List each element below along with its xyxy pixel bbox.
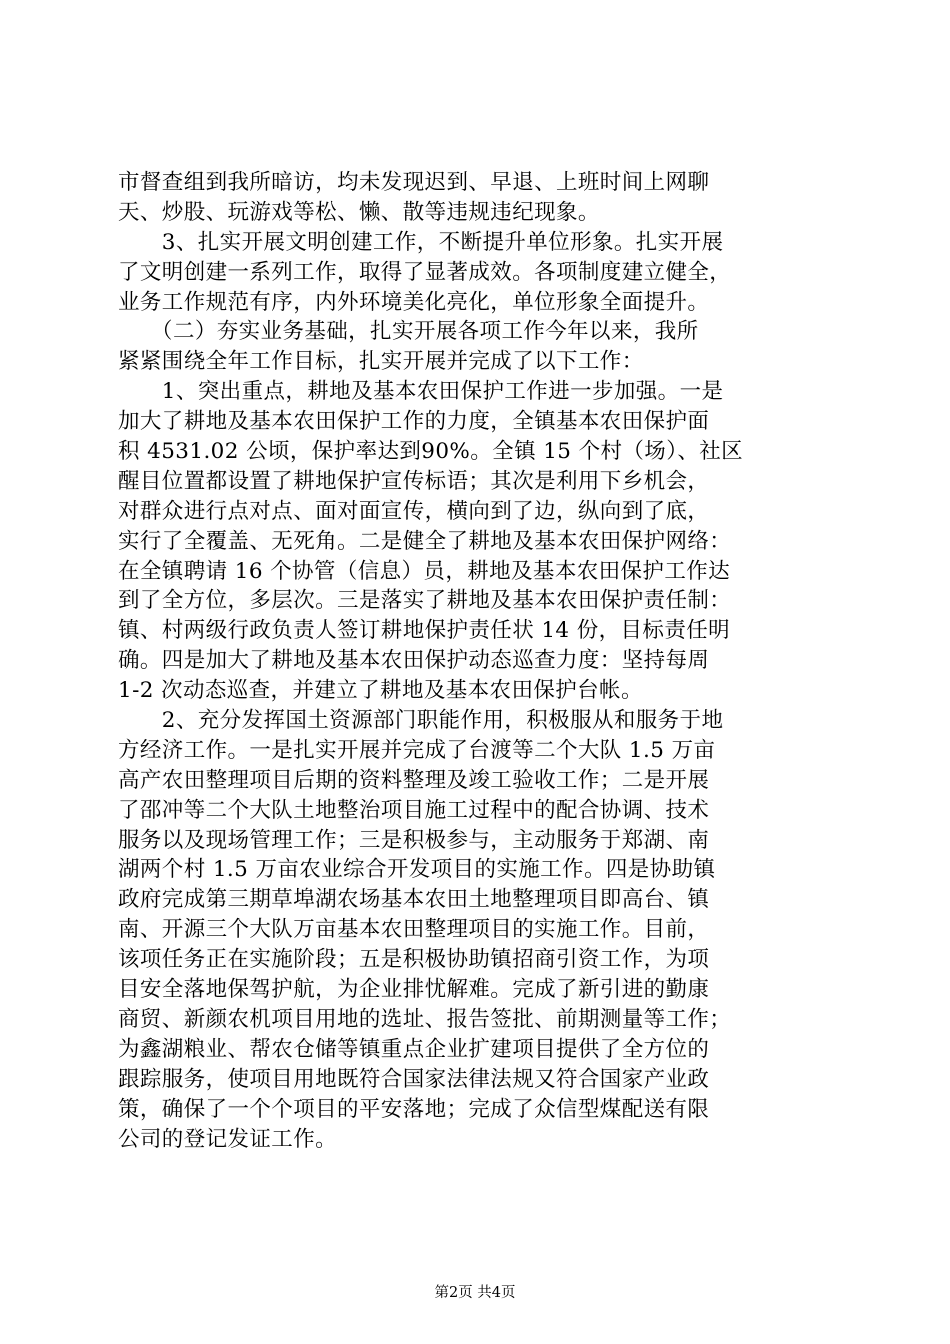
text-line: 市督查组到我所暗访，均未发现迟到、早退、上班时间上网聊 (118, 170, 710, 195)
text-line: 该项任务正在实施阶段；五是积极协助镇招商引资工作，为项 (118, 947, 710, 973)
text-line: 镇、村两级行政负责人签订耕地保护责任状 14 份，目标责任明 (118, 618, 731, 644)
text-line: 策，确保了一个个项目的平安落地；完成了众信型煤配送有限 (118, 1096, 710, 1122)
text-line: 到了全方位，多层次。三是落实了耕地及基本农田保护责任制： (118, 588, 732, 614)
text-line: 方经济工作。一是扎实开展并完成了台渡等二个大队 1.5 万亩 (118, 737, 716, 763)
text-line: 服务以及现场管理工作；三是积极参与，主动服务于郑湖、南 (118, 827, 710, 853)
text-line: 1-2 次动态巡查，并建立了耕地及基本农田保护台帐。 (118, 678, 643, 704)
text-line: 在全镇聘请 16 个协管（信息）员，耕地及基本农田保护工作达 (118, 558, 731, 584)
text-line: 天、炒股、玩游戏等松、懒、散等违规违纪现象。 (118, 199, 600, 225)
text-line: 湖两个村 1.5 万亩农业综合开发项目的实施工作。四是协助镇 (118, 857, 716, 883)
page-footer: 第2页 共4页 (434, 1285, 516, 1301)
text-line: 1、突出重点，耕地及基本农田保护工作进一步加强。一是 (118, 379, 724, 405)
document-body (118, 168, 840, 1154)
text-line: 南、开源三个大队万亩基本农田整理项目的实施工作。目前， (118, 917, 710, 943)
text-line: 3、扎实开展文明创建工作，不断提升单位形象。扎实开展 (118, 229, 724, 255)
text-line: 目安全落地保驾护航，为企业排忧解难。完成了新引进的勤康 (118, 977, 710, 1003)
text-line: 2、充分发挥国土资源部门职能作用，积极服从和服务于地 (118, 708, 724, 734)
text-line: 了文明创建一系列工作，取得了显著成效。各项制度建立健全， (118, 259, 732, 285)
text-line: 高产农田整理项目后期的资料整理及竣工验收工作；二是开展 (118, 767, 710, 793)
text-line: 为鑫湖粮业、帮农仓储等镇重点企业扩建项目提供了全方位的 (118, 1036, 710, 1062)
text-line: 商贸、新颜农机项目用地的选址、报告签批、前期测量等工作； (118, 1006, 732, 1032)
text-line: （二）夯实业务基础，扎实开展各项工作今年以来，我所 (118, 319, 699, 345)
text-line: 了邵冲等二个大队土地整治项目施工过程中的配合协调、技术 (118, 797, 710, 823)
text-line: 对群众进行点对点、面对面宣传，横向到了边，纵向到了底， (118, 498, 710, 524)
text-line: 公司的登记发证工作。 (118, 1126, 338, 1152)
text-line: 积 4531.02 公顷，保护率达到90%。全镇 15 个村（场）、社区 (118, 439, 744, 465)
text-line: 实行了全覆盖、无死角。二是健全了耕地及基本农田保护网络： (118, 528, 732, 554)
text-line: 确。四是加大了耕地及基本农田保护动态巡查力度：坚持每周 (118, 648, 710, 674)
text-line: 政府完成第三期草埠湖农场基本农田土地整理项目即高台、镇 (118, 887, 710, 913)
text-line: 跟踪服务，使项目用地既符合国家法律法规又符合国家产业政 (118, 1066, 710, 1092)
text-line: 醒目位置都设置了耕地保护宣传标语；其次是利用下乡机会， (118, 468, 710, 494)
text-line: 业务工作规范有序，内外环境美化亮化，单位形象全面提升。 (118, 289, 710, 315)
text-line: 紧紧围绕全年工作目标，扎实开展并完成了以下工作： (118, 349, 644, 375)
text-line: 加大了耕地及基本农田保护工作的力度，全镇基本农田保护面 (118, 409, 710, 435)
